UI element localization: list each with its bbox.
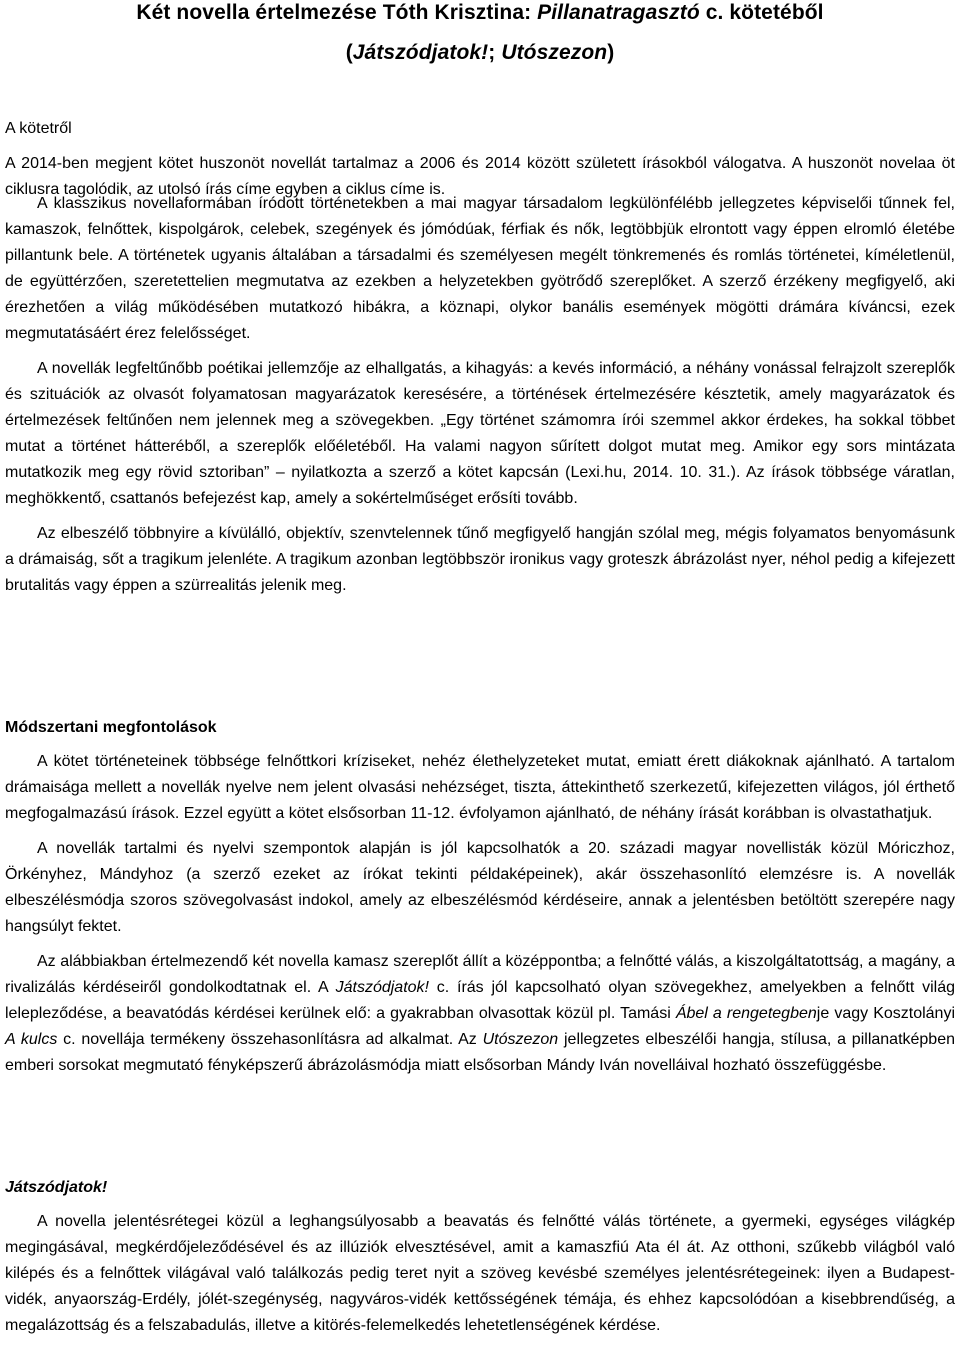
work-title: A kulcs — [5, 1031, 58, 1048]
section-jatszodjatok-body — [5, 1209, 955, 1339]
section-heading-jatszodjatok: Játszódjatok! — [5, 1179, 108, 1196]
story-title: Játszódjatok! — [352, 41, 489, 64]
paragraph: Az elbeszélő többnyire a kívülálló, objektív, szenvtelennek tűnő megfigyelő hangján szólal meg, mégis folyamatos benyomásunk a drámaiság, sőt a tragikum jelenléte. A tragikum azonban legtöbbször ironikus vagy groteszk ábrázolást nyer, néhol pedig a kifejezett brutalitás vagy éppen a szürrealitás jelenik meg. — [5, 525, 955, 594]
paragraph: A novellák legfeltűnőbb poétikai jellemzője az elhallgatás, a kihagyás: a kevés információ, a néhány vonással felrajzolt szereplők és szituációk az olvasót folyamatosan magyarázatok keresésére, a történések értelmezésére késztetik, amely magyarázatok és értelmezések feltűnően nem jelennek meg a szövegekben. „Egy történet számomra írói szemmel akkor érdekes, ha sokkal többet mutat a történet hátteréből, a szereplők előéletéből. Ha valami nagyon sűrített dolgot mutat meg. Amikor egy sors mintázata mutatkozik meg egy rövid sztoriban” – nyilatkozta a szerző a kötet kapcsán (Lexi.hu, 2014. 10. 31.). Az írások többsége váratlan, meghökkentő, csattanós befejezést kap, amely a sokértelműséget erősíti tovább. — [5, 360, 955, 507]
paragraph: A novellák tartalmi és nyelvi szempontok alapján is jól kapcsolhatók a 20. századi magyar novellisták közül Móriczhoz, Örkényhez, Mándyhoz (a szerző ezeket az írókat tekinti példaképeinek), akár összehasonlító elemzésre is. A novellák elbeszélésmódja szoros szövegolvasást indokol, amely az elbeszélésmód kérdéseire, annak a jelentésben betöltött szerepére nagy hangsúlyt fektet. — [5, 840, 955, 935]
section-heading-kotetrol: A kötetről — [5, 120, 72, 137]
work-title: Ábel a rengetegben — [675, 1005, 817, 1022]
section-heading-modszertani: Módszertani megfontolások — [5, 719, 217, 736]
title-text: Két novella értelmezése Tóth Krisztina: — [136, 1, 538, 24]
document-title-line-2 — [0, 37, 960, 69]
title-text: ) — [607, 41, 615, 64]
text-run: jellegzetes elbeszélői hangja, stílusa, a pillanatképben emberi sorsokat megmutató fényképszerű ábrázolásmódja miatt elsősorban Mándy Iván novelláival hozható összefüggésbe. — [5, 1031, 956, 1074]
paragraph — [5, 949, 955, 1079]
text-run: c. novellája termékeny összehasonlításra ad alkalmat. Az — [57, 1031, 483, 1048]
title-text: ( — [345, 41, 353, 64]
text-run: c. írás jól kapcsolható olyan szövegekhez, amelyekben a felnőtt világ lelepleződése, a beavatódás kérdései kerülnek elő: a gyakrabban olvasottak közül pl. Tamási — [5, 979, 955, 1022]
document-title-line-1 — [0, 0, 960, 29]
story-title: Utószezon — [501, 41, 608, 64]
paragraph: A kötet történeteinek többsége felnőttkori kríziseket, nehéz élethelyzeteket mutat, emiatt érett diákoknak ajánlható. A tartalom drámaisága mellett a novellák nyelve nem jelent olvasási nehézséget, tiszta, áttekinthető szerkezetű, kifejezetten világos, jól érthető megfogalmazású írások. Ezzel együtt a kötet elsősorban 11-12. évfolyamon ajánlható, de néhány írását korábban is olvastathatjuk. — [5, 753, 955, 822]
paragraph: A 2014-ben megjent kötet huszonöt novellát tartalmaz a 2006 és 2014 között született írásokból válogatva. A huszonöt novelaa öt ciklusra tagolódik, az utolsó írás címe egyben a ciklus címe is. — [5, 155, 955, 198]
paragraph: A klasszikus novellaformában íródott történetekben a mai magyar társadalom legkülönfélébb jellegzetes képviselői tűnnek fel, kamaszok, felnőttek, kispolgárok, celebek, szegények és jómódúak, férfiak és nők, legtöbbjük elrontott vagy éppen elromló életébe pillantunk bele. A történetek ugyanis általában a társadalmi és személyesen megélt tönkremenés és romlás történetei, kíméletlenül, de együttérzően, szeretettelien megmutatva az ezekben a helyzetekben gyötrődő szereplőket. A szerző érzékeny megfigyelő, aki érezhetően a világ működésében mutatkozó hibákra, a köznapi, olykor banális események mögötti drámára kíváncsi, ezek megmutatásáért érez felelősséget. — [5, 195, 955, 342]
story-title: Utószezon — [482, 1031, 559, 1048]
section-modszertani-body — [5, 749, 955, 1079]
book-title: Pillanatragasztó — [537, 1, 700, 24]
title-text: c. kötetéből — [699, 1, 824, 24]
story-title: Játszódjatok! — [335, 979, 429, 996]
paragraph: A novella jelentésrétegei közül a leghangsúlyosabb a beavatás és felnőtté válás története, a gyermeki, egységes világkép megingásával, megkérdőjeleződésével és az illúziók elvesztésével, amit a kamaszfiú Ata él át. Az otthoni, szűkebb világból való kilépés és a felnőttek világával való találkozás pedig teret nyit a szöveg kevésbé személyes jelentésrétegeinek: ilyen a Budapest-vidék, anyaország-Erdély, jólét-szegénység, nagyváros-vidék kettősségének témája, és ehhez kapcsolódóan a kisebbrendűség, a megalázottság és a felszabadulás, illetve a kitörés-felemelkedés lehetetlenségének kérdése. — [5, 1213, 955, 1334]
text-run: Az alábbiakban értelmezendő két novella kamasz szereplőt állít a középpontba; a felnőtté válás, a kiszolgáltatottság, a magány, a rivalizálás kérdéseiről gondolkodtatnak el. A — [5, 953, 955, 996]
section-kotetrol-body — [5, 191, 955, 599]
text-run: je vagy Kosztolányi — [816, 1005, 956, 1022]
title-text: ; — [488, 41, 502, 64]
